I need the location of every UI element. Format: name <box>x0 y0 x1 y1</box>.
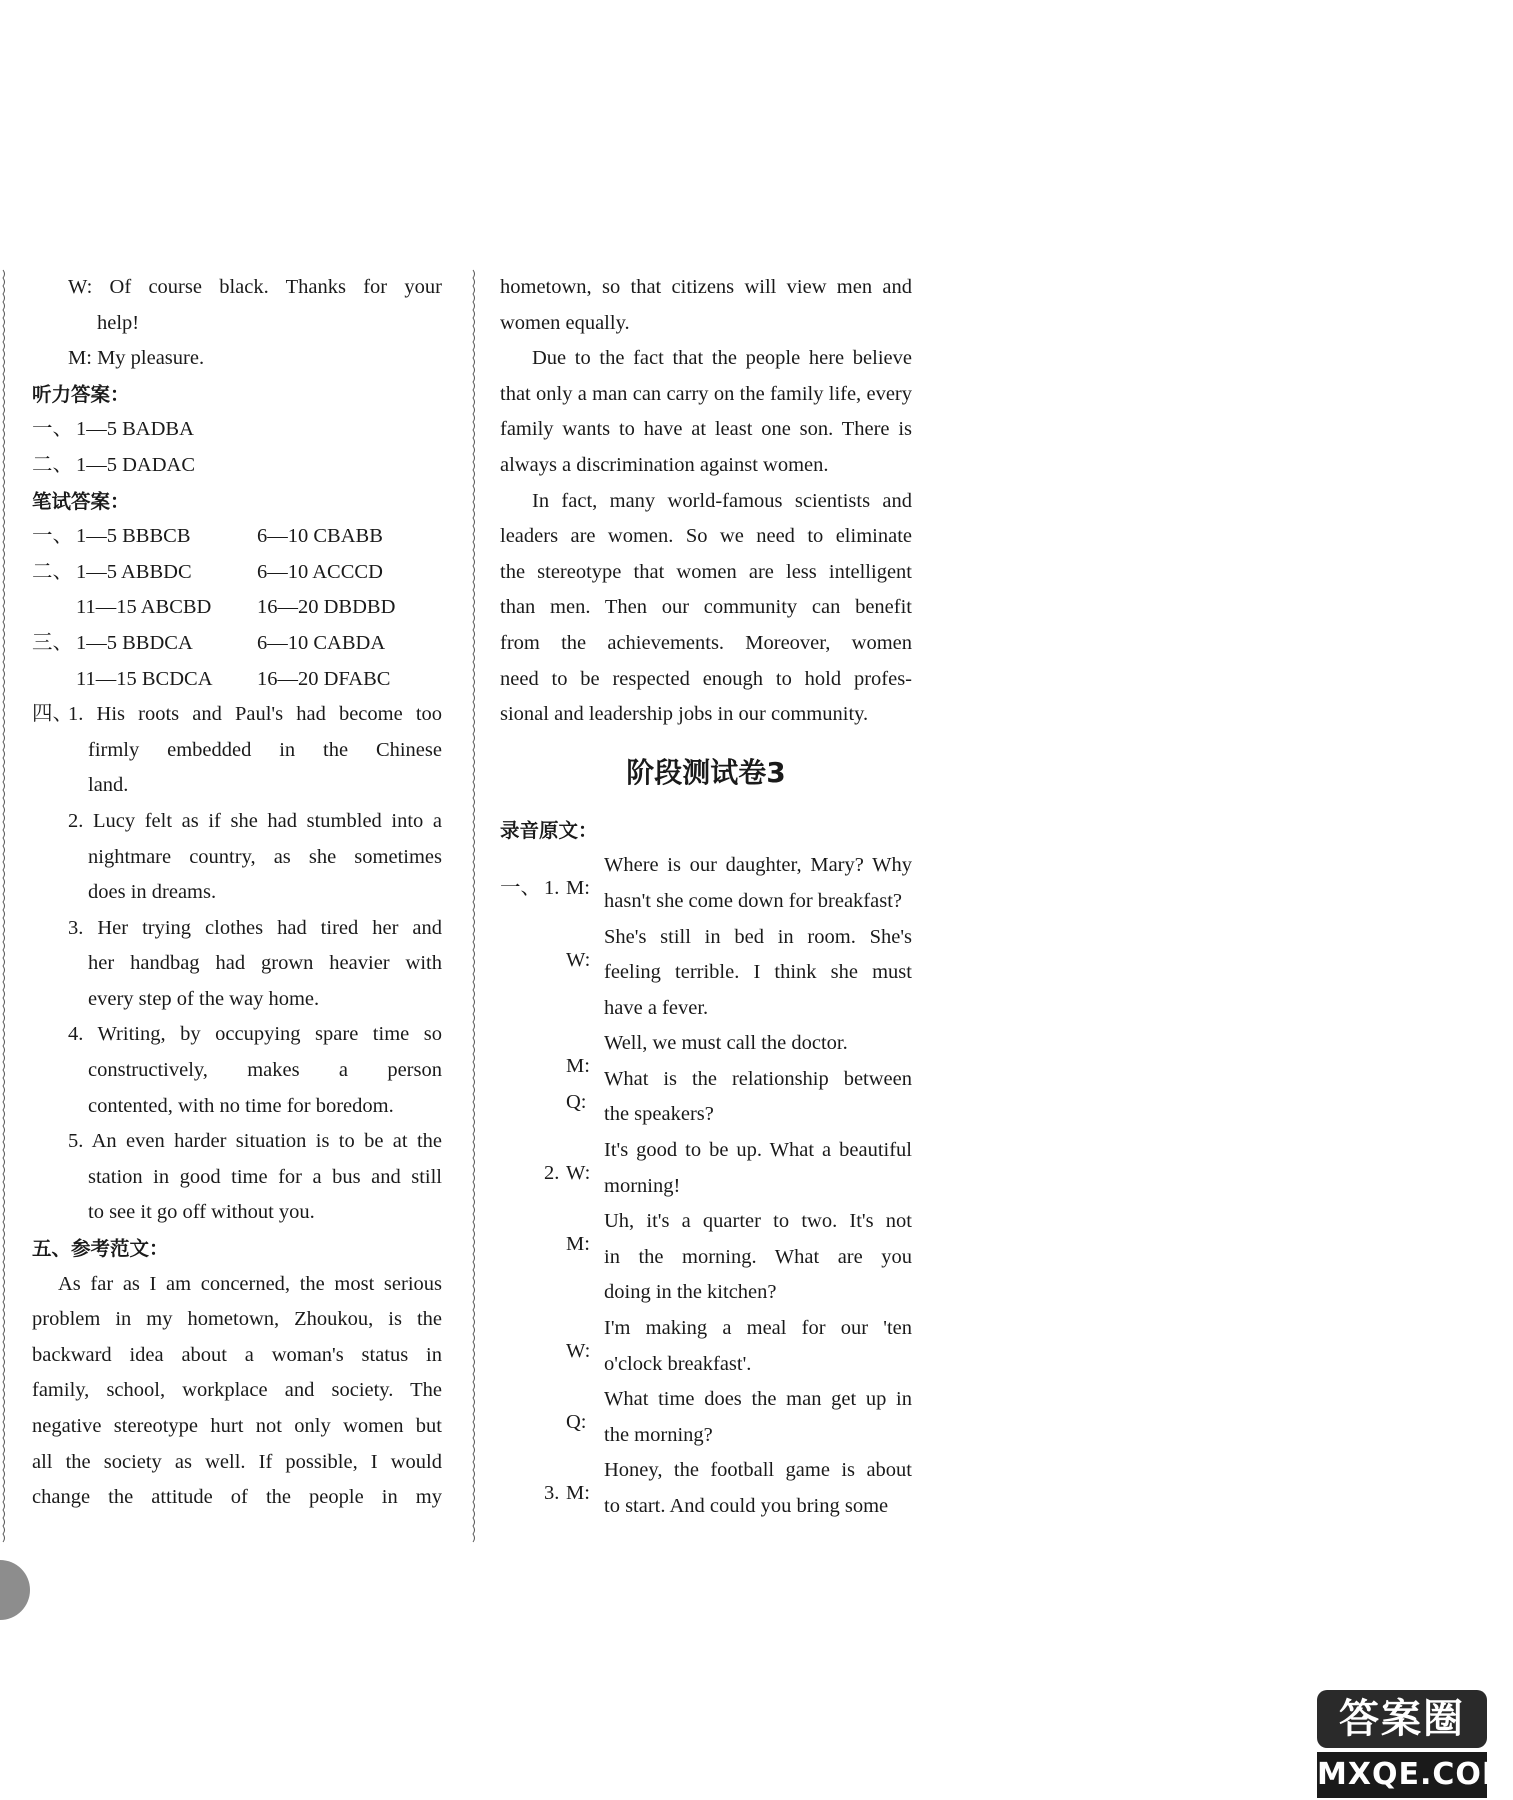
translation-line <box>32 1195 442 1231</box>
transcript-text: Where is our daughter, Mary? Why <box>604 854 912 877</box>
transcript-text: morning! <box>604 1174 681 1197</box>
transcript-line <box>500 1275 912 1311</box>
dialogue-line <box>32 306 442 342</box>
translation-text: station in good time for a bus and still <box>88 1165 442 1188</box>
translation-line <box>32 1160 442 1196</box>
translation-line <box>32 911 442 947</box>
watermark-logo <box>1317 1690 1513 1800</box>
essay-line: negative stereotype hurt not only women but <box>32 1415 442 1437</box>
answer-key: 6—10 ACCCD <box>257 560 383 583</box>
translation-line <box>32 1017 442 1053</box>
essay-line: from the achievements. Moreover, women <box>500 631 912 654</box>
translation-text: An even harder situation is to be at the <box>91 1130 442 1153</box>
section-label: 一、 <box>500 877 541 900</box>
speaker-label: W: <box>566 1162 591 1185</box>
answer-key: 1—5 BBDCA <box>76 631 193 654</box>
translation-text: every step of the way home. <box>88 987 320 1010</box>
answer-section-label: 三、 <box>32 631 73 654</box>
translation-line <box>32 1089 442 1125</box>
answer-key: 16—20 DFABC <box>257 667 391 690</box>
transcript-line <box>500 1169 912 1205</box>
translation-line <box>32 697 442 733</box>
transcript-line <box>500 1026 912 1078</box>
transcript-line <box>500 1347 912 1383</box>
answer-section-label: 二、 <box>32 453 73 476</box>
essay-line: sional and leadership jobs in our community. <box>500 703 869 726</box>
column-divider-wave <box>470 270 476 1535</box>
transcript-text: o'clock breakfast'. <box>604 1352 752 1375</box>
translation-text: constructively, makes a person <box>88 1059 442 1082</box>
translation-line <box>32 875 442 911</box>
essay-line: that only a man can carry on the family life, every <box>500 382 912 405</box>
essay-line: leaders are women. So we need to eliminate <box>500 525 912 548</box>
item-number: 4. <box>68 1023 98 1046</box>
essay-line: hometown, so that citizens will view men and <box>500 276 912 298</box>
translation-text: to see it go off without you. <box>88 1201 315 1224</box>
transcript-text: have a fever. <box>604 996 709 1019</box>
translation-text: Writing, by occupying spare time so <box>97 1023 442 1046</box>
item-number: 2. <box>544 1162 560 1185</box>
answer-key: 1—5 ABBDC <box>76 560 192 583</box>
speaker-label: W: <box>68 276 110 298</box>
transcript-text: I'm making a meal for our 'ten <box>604 1317 912 1340</box>
answer-row <box>32 519 442 555</box>
translation-line <box>32 1053 442 1089</box>
watermark-top-text: 答案圈 <box>1317 1690 1487 1748</box>
answer-row <box>32 626 442 662</box>
transcript-line <box>500 884 912 920</box>
transcript-text: She's still in bed in room. She's <box>604 925 912 948</box>
essay-line: the stereotype that women are less intelligent <box>500 560 912 583</box>
item-number: 1. <box>544 877 560 900</box>
transcript-line <box>500 1097 912 1133</box>
transcript-text: What is the relationship between <box>604 1067 912 1090</box>
speaker-label: W: <box>566 948 591 971</box>
test-title: 阶段测试卷3 <box>626 755 786 789</box>
transcript-line <box>500 1204 912 1256</box>
speaker-label: M: <box>566 877 590 900</box>
left-margin-wave <box>0 270 6 1535</box>
transcript-text: hasn't she come down for breakfast? <box>604 889 902 912</box>
essay-line: always a discrimination against women. <box>500 453 829 476</box>
item-number: 2. <box>68 809 93 832</box>
right-column <box>500 270 912 1525</box>
translation-line <box>32 733 442 769</box>
essay-line: backward idea about a woman's status in <box>32 1343 442 1366</box>
page-number-tab <box>0 1560 30 1620</box>
transcript-line <box>500 848 912 900</box>
answer-key: 11—15 BCDCA <box>76 667 213 690</box>
dialogue-text: Of course black. Thanks for your <box>109 276 442 298</box>
essay-line: family, school, workplace and society. The <box>32 1379 442 1402</box>
translation-text: Her trying clothes had tired her and <box>97 916 442 939</box>
essay-line: family wants to have at least one son. There is <box>500 418 912 441</box>
transcript-text: to start. And could you bring some <box>604 1495 889 1517</box>
translation-line <box>32 840 442 876</box>
speaker-label: W: <box>566 1340 591 1363</box>
translation-line <box>32 946 442 982</box>
watermark-bottom-text: MXQE.COM <box>1317 1752 1487 1798</box>
speaker-label: M: <box>68 347 98 370</box>
essay-line: Due to the fact that the people here believe <box>532 347 912 370</box>
essay-line: In fact, many world-famous scientists and <box>532 489 912 512</box>
speaker-label: Q: <box>566 1411 587 1434</box>
essay-line: As far as I am concerned, the most serious <box>58 1272 442 1295</box>
speaker-label: M: <box>566 1482 590 1505</box>
transcript-heading: 录音原文： <box>500 818 598 842</box>
speaker-label: M: <box>566 1233 590 1256</box>
translation-line <box>32 768 442 804</box>
answer-row <box>32 662 442 698</box>
translation-text: firmly embedded in the Chinese <box>88 738 442 761</box>
essay-line: need to be respected enough to hold profes- <box>500 667 912 690</box>
transcript-line <box>500 1240 912 1276</box>
transcript-line <box>500 1133 912 1185</box>
item-number: 1. <box>68 703 97 726</box>
answer-key: 1—5 BADBA <box>76 418 194 441</box>
transcript-text: Uh, it's a quarter to two. It's not <box>604 1210 912 1233</box>
answer-row <box>32 448 442 484</box>
item-number: 3. <box>68 916 98 939</box>
dialogue-text: help! <box>97 311 140 334</box>
translation-text: does in dreams. <box>88 881 217 904</box>
transcript-text: feeling terrible. I think she must <box>604 961 912 984</box>
transcript-line <box>500 1062 912 1113</box>
dialogue-line <box>32 270 442 306</box>
essay-line: women equally. <box>500 311 630 334</box>
transcript-line <box>500 991 912 1027</box>
answer-row <box>32 590 442 626</box>
transcript-line <box>500 955 912 991</box>
dialogue-text: My pleasure. <box>97 347 205 370</box>
answer-key: 11—15 ABCBD <box>76 596 212 619</box>
transcript-text: doing in the kitchen? <box>604 1281 777 1304</box>
transcript-text: Honey, the football game is about <box>604 1459 912 1482</box>
answer-row <box>32 555 442 591</box>
essay-line: problem in my hometown, Zhoukou, is the <box>32 1308 442 1331</box>
transcript-text: What time does the man get up in <box>604 1388 912 1411</box>
translation-line <box>32 982 442 1018</box>
dialogue-line <box>32 341 442 377</box>
answer-section-label: 一、 <box>32 418 73 441</box>
essay-line: all the society as well. If possible, I would <box>32 1450 442 1473</box>
transcript-line <box>500 1382 912 1434</box>
speaker-label: Q: <box>566 1090 587 1113</box>
essay-heading: 五、参考范文： <box>32 1237 169 1261</box>
transcript-line <box>500 920 912 971</box>
answer-section-label: 二、 <box>32 560 73 583</box>
transcript-text: It's good to be up. What a beautiful <box>604 1139 912 1162</box>
translation-line <box>32 1124 442 1160</box>
translation-text: His roots and Paul's had become too <box>96 703 443 726</box>
section-label: 四、 <box>32 703 73 726</box>
transcript-line <box>500 1489 912 1525</box>
transcript-line <box>500 1418 912 1454</box>
translation-text: Lucy felt as if she had stumbled into a <box>93 809 443 832</box>
answer-row <box>32 412 442 448</box>
transcript-text: in the morning. What are you <box>604 1245 912 1268</box>
answer-key: 16—20 DBDBD <box>257 596 396 619</box>
translation-line <box>32 804 442 840</box>
essay-line: change the attitude of the people in my <box>32 1486 442 1509</box>
translation-text: land. <box>88 774 129 797</box>
transcript-text: Well, we must call the doctor. <box>604 1032 848 1055</box>
listening-heading: 听力答案： <box>32 382 130 406</box>
translation-text: contented, with no time for boredom. <box>88 1094 394 1117</box>
answer-key: 1—5 BBBCB <box>76 525 191 548</box>
item-number: 3. <box>544 1482 560 1505</box>
answer-key: 1—5 DADAC <box>76 453 196 476</box>
written-heading: 笔试答案： <box>32 489 130 513</box>
answer-key: 6—10 CBABB <box>257 525 383 548</box>
answer-section-label: 一、 <box>32 525 73 548</box>
transcript-text: the morning? <box>604 1423 713 1446</box>
essay-line: than men. Then our community can benefit <box>500 596 912 619</box>
translation-text: nightmare country, as she sometimes <box>88 845 442 868</box>
answer-key: 6—10 CABDA <box>257 631 386 654</box>
left-column <box>32 270 442 1516</box>
transcript-line <box>500 1453 912 1505</box>
transcript-text: the speakers? <box>604 1103 714 1126</box>
translation-text: her handbag had grown heavier with <box>88 952 442 975</box>
transcript-line <box>500 1311 912 1363</box>
speaker-label: M: <box>566 1055 590 1078</box>
item-number: 5. <box>68 1130 92 1153</box>
